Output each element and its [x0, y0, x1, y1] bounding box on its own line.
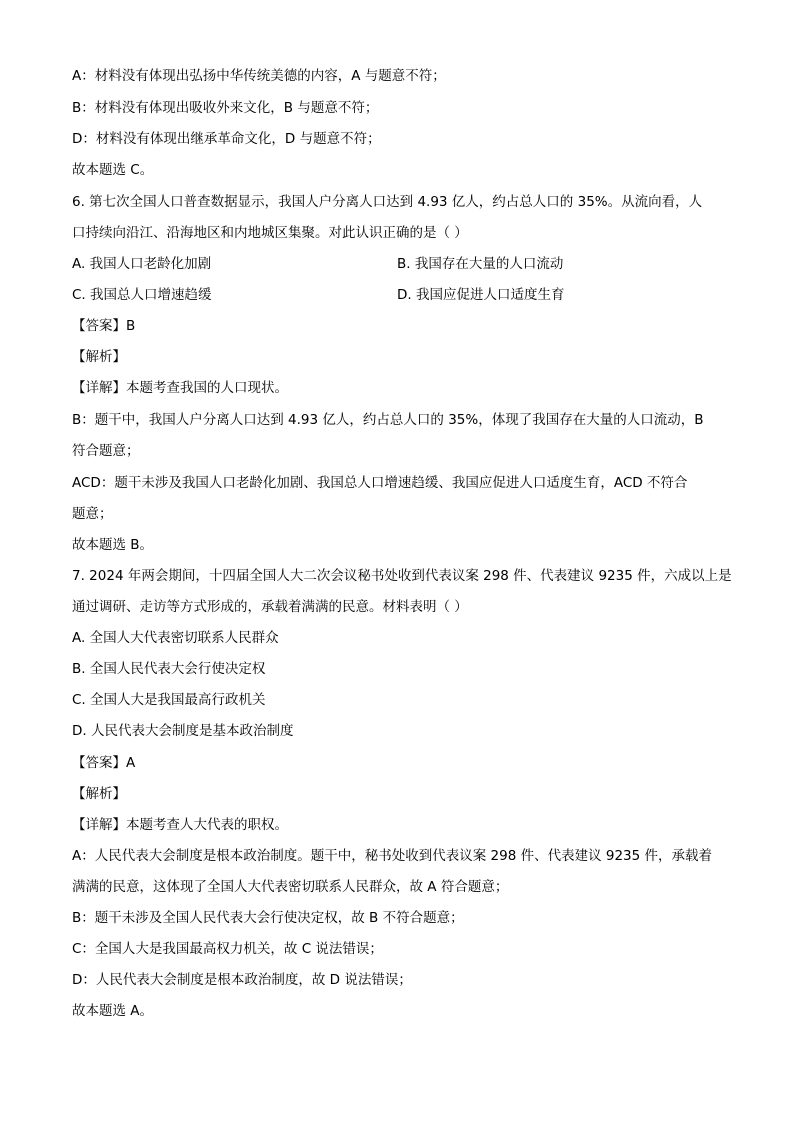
q7-stem: 通过调研、走访等方式形成的，承载着满满的民意。材料表明（ ）	[72, 599, 468, 615]
q7-detail: 【详解】本题考查人大代表的职权。	[72, 817, 288, 833]
q7-option-b: B. 全国人民代表大会行使决定权	[72, 661, 266, 677]
q6-option-d: D. 我国应促进人口适度生育	[397, 287, 565, 303]
q5-explain-line: A：材料没有体现出弘扬中华传统美德的内容，A 与题意不符；	[72, 68, 446, 84]
q7-stem: 7. 2024 年两会期间，十四届全国人大二次会议秘书处收到代表议案 298 件、代表建议 9235 件，六成以上是	[72, 568, 732, 584]
q7-explain-line: D：人民代表大会制度是根本政治制度，故 D 说法错误；	[72, 972, 412, 988]
q7-explain-line: B：题干未涉及全国人民代表大会行使决定权，故 B 不符合题意；	[72, 910, 464, 926]
q7-option-d: D. 人民代表大会制度是基本政治制度	[72, 723, 294, 739]
q6-stem: 口持续向沿江、沿海地区和内地城区集聚。对此认识正确的是（ ）	[72, 225, 468, 241]
q6-answer: 【答案】B	[72, 318, 136, 334]
q6-explain-line: ACD：题干未涉及我国人口老龄化加剧、我国总人口增速趋缓、我国应促进人口适度生育，ACD 不符合	[72, 475, 688, 491]
q6-explain-line: 符合题意；	[72, 443, 140, 459]
q7-option-a: A. 全国人大代表密切联系人民群众	[72, 630, 279, 646]
q7-explain-line: A：人民代表大会制度是根本政治制度。题干中，秘书处收到代表议案 298 件、代表建议 9235 件，承载着	[72, 848, 713, 864]
q6-stem: 6. 第七次全国人口普查数据显示，我国人户分离人口达到 4.93 亿人，约占总人口的 35%。从流向看，人	[72, 194, 703, 210]
q6-analysis-label: 【解析】	[72, 349, 126, 365]
q7-conclusion: 故本题选 A。	[72, 1003, 154, 1019]
q6-detail: 【详解】本题考查我国的人口现状。	[72, 380, 288, 396]
q5-explain-line: D：材料没有体现出继承革命文化，D 与题意不符；	[72, 131, 381, 147]
q7-explain-line: C：全国人大是我国最高权力机关，故 C 说法错误；	[72, 941, 383, 957]
q6-conclusion: 故本题选 B。	[72, 537, 154, 553]
q6-option-a: A. 我国人口老龄化加剧	[72, 256, 212, 272]
q7-option-c: C. 全国人大是我国最高行政机关	[72, 692, 266, 708]
q7-analysis-label: 【解析】	[72, 786, 126, 802]
q6-explain-line: 题意；	[72, 506, 113, 522]
q5-conclusion: 故本题选 C。	[72, 162, 154, 178]
q7-explain-line: 满满的民意，这体现了全国人大代表密切联系人民群众，故 A 符合题意；	[72, 879, 509, 895]
q7-answer: 【答案】A	[72, 755, 136, 771]
q6-option-c: C. 我国总人口增速趋缓	[72, 287, 212, 303]
q6-explain-line: B：题干中，我国人户分离人口达到 4.93 亿人，约占总人口的 35%，体现了我国存在大量的人口流动，B	[72, 412, 704, 428]
q6-option-b: B. 我国存在大量的人口流动	[397, 256, 564, 272]
q5-explain-line: B：材料没有体现出吸收外来文化，B 与题意不符；	[72, 100, 379, 116]
